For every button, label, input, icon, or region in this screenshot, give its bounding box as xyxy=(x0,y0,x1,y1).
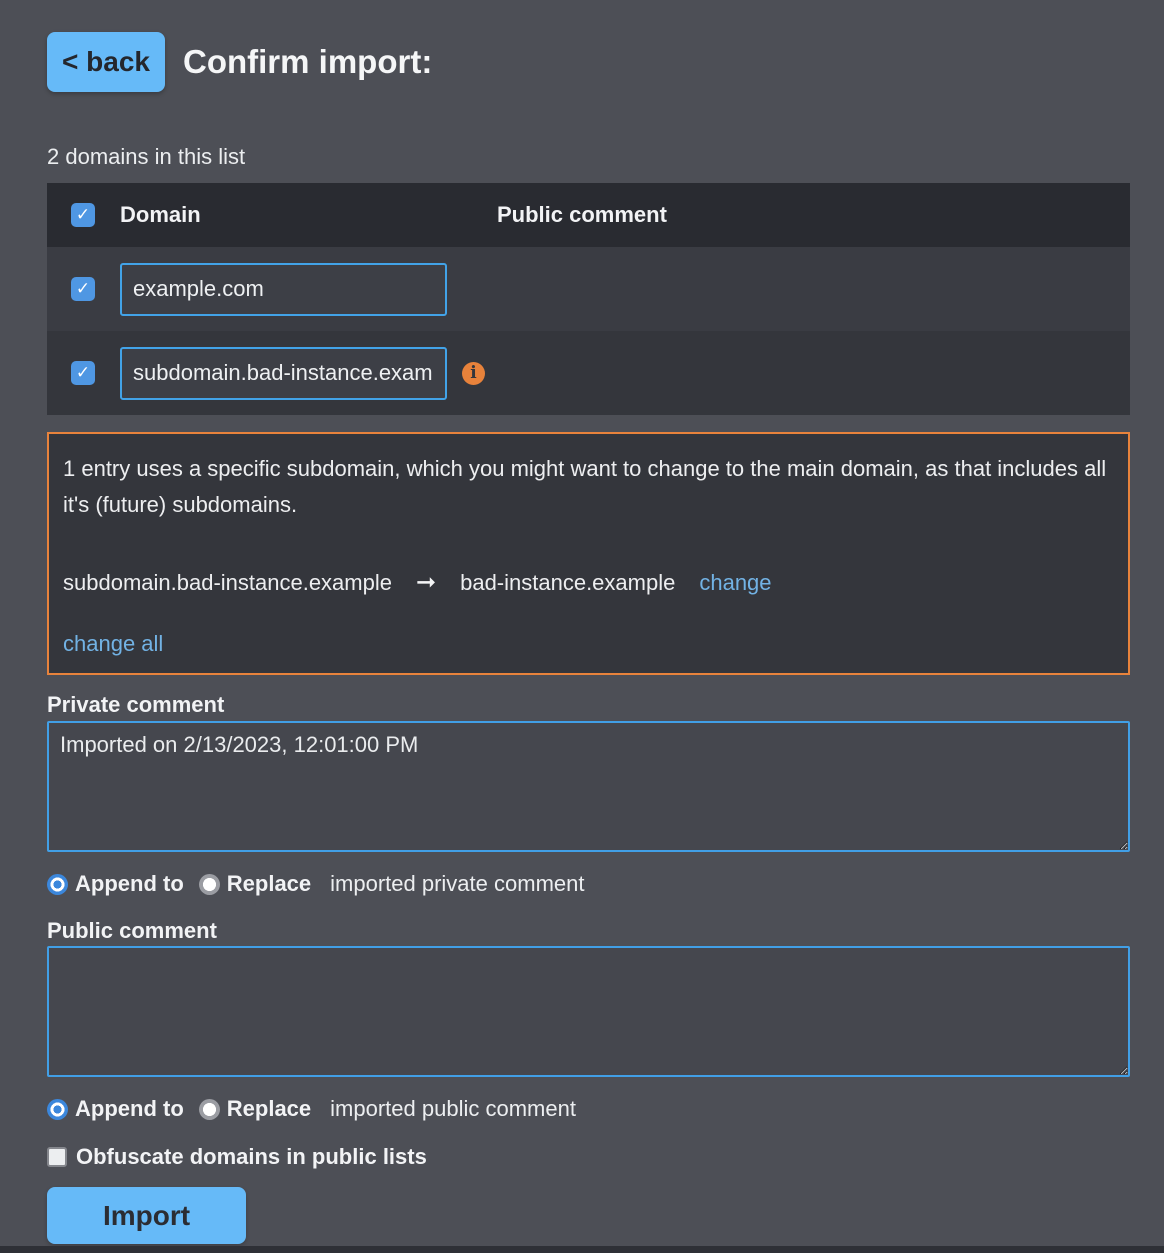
private-comment-mode-row xyxy=(47,870,1130,898)
info-icon-glyph: i xyxy=(470,363,477,383)
page-header xyxy=(47,32,1130,92)
arrow-right-icon: ➞ xyxy=(415,569,437,596)
append-private-label[interactable]: Append to xyxy=(75,871,184,896)
private-comment-label: Private comment xyxy=(47,692,225,717)
table-row xyxy=(47,331,1130,415)
domains-table xyxy=(47,183,1130,415)
change-all-row xyxy=(63,626,1114,662)
append-private-radio[interactable] xyxy=(47,874,68,895)
table-header-row xyxy=(47,183,1130,247)
select-all-checkbox[interactable] xyxy=(71,203,95,227)
private-comment-textarea[interactable] xyxy=(47,721,1130,852)
warning-message: 1 entry uses a specific subdomain, which you might want to change to the main domain, as that includes all it's (future) subdomains. xyxy=(63,456,1107,517)
replace-private-radio[interactable] xyxy=(199,874,220,895)
domain-cell xyxy=(120,347,497,400)
public-comment-label: Public comment xyxy=(47,918,217,943)
table-row xyxy=(47,247,1130,331)
subdomain-change-row xyxy=(63,565,1114,601)
domain-input[interactable] xyxy=(120,263,447,316)
bottom-edge-strip xyxy=(0,1246,1164,1253)
check-icon: ✓ xyxy=(75,205,91,224)
append-public-radio[interactable] xyxy=(47,1099,68,1120)
public-comment-mode-row xyxy=(47,1095,1130,1123)
obfuscate-label[interactable]: Obfuscate domains in public lists xyxy=(76,1144,427,1169)
public-comment-column-header: Public comment xyxy=(497,202,667,227)
info-icon[interactable] xyxy=(462,362,485,385)
private-mode-suffix: imported private comment xyxy=(330,871,585,896)
row-check-cell xyxy=(47,361,120,385)
replace-private-label[interactable]: Replace xyxy=(226,871,312,896)
append-public-label[interactable]: Append to xyxy=(75,1096,184,1121)
back-button[interactable]: < back xyxy=(47,32,165,92)
from-domain-text: subdomain.bad-instance.example xyxy=(63,570,392,595)
page-title: Confirm import: xyxy=(183,43,433,80)
replace-public-radio[interactable] xyxy=(199,1099,220,1120)
public-mode-suffix: imported public comment xyxy=(330,1096,576,1121)
to-domain-text: bad-instance.example xyxy=(460,570,676,595)
check-icon: ✓ xyxy=(75,279,91,298)
row-check-cell xyxy=(47,277,120,301)
domain-input[interactable] xyxy=(120,347,447,400)
row-checkbox[interactable] xyxy=(71,361,95,385)
domain-column-header: Domain xyxy=(120,202,201,227)
obfuscate-checkbox[interactable] xyxy=(47,1147,67,1167)
check-icon: ✓ xyxy=(75,363,91,382)
row-checkbox[interactable] xyxy=(71,277,95,301)
import-button[interactable]: Import xyxy=(47,1187,246,1244)
header-check-cell xyxy=(47,203,120,227)
change-link[interactable]: change xyxy=(699,570,772,595)
change-all-link[interactable]: change all xyxy=(63,631,164,656)
subdomain-warning-box xyxy=(47,432,1130,675)
obfuscate-row xyxy=(47,1145,1130,1169)
domain-count-text: 2 domains in this list xyxy=(47,144,246,169)
domain-cell xyxy=(120,263,497,316)
replace-public-label[interactable]: Replace xyxy=(226,1096,312,1121)
public-comment-textarea[interactable] xyxy=(47,946,1130,1077)
